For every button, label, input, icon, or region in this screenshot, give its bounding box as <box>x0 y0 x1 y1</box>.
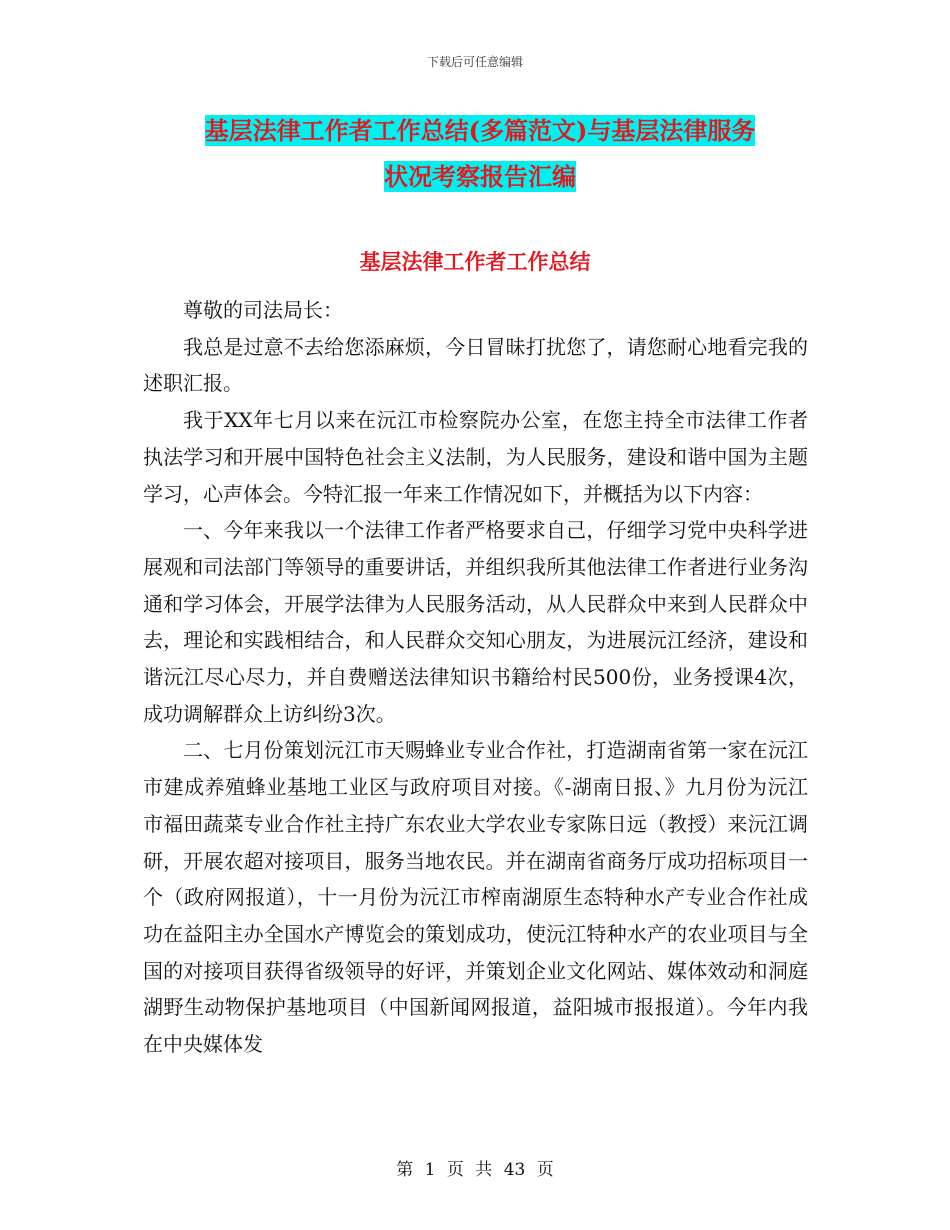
body-text <box>143 292 808 1063</box>
paragraph-salutation: 尊敬的司法局长： <box>183 298 343 322</box>
paragraph: 我于XX年七月以来在沅江市检察院办公室，在您主持全市法律工作者执法学习和开展中国特色社会主义法制，为人民服务，建设和谐中国为主题学习，心声体会。今特汇报一年来工作情况如下，并概括为以下内容： <box>143 408 808 506</box>
title-line-1: 基层法律工作者工作总结(多篇范文)与基层法律服务 <box>204 116 756 145</box>
paragraph: 二、七月份策划沅江市天赐蜂业专业合作社，打造湖南省第一家在沅江市建成养殖蜂业基地工业区与政府项目对接。《-湖南日报、》九月份为沅江市福田蔬菜专业合作社主持广东农业大学农业专家陈日远（教授）来沅江调研，开展农超对接项目，服务当地农民。并在湖南省商务厅成功招标项目一个（政府网报道），十一月份为沅江市榨南湖原生态特种水产专业合作社成功在益阳主办全国水产博览会的策划成功，使沅江特种水产的农业项目与全国的对接项目获得省级领导的好评，并策划企业文化网站、媒体效动和洞庭湖野生动物保护基地项目（中国新闻网报道，益阳城市报报道）。今年内我在中央媒体发 <box>143 738 808 1057</box>
paragraph: 一、今年来我以一个法律工作者严格要求自己，仔细学习党中央科学进展观和司法部门等领导的重要讲话，并组织我所其他法律工作者进行业务沟通和学习体会，开展学法律为人民服务活动，从人民群众中来到人民群众中去，理论和实践相结合，和人民群众交知心朋友，为进展沅江经济，建设和谐沅江尽心尽力，并自费赠送法律知识书籍给村民500份，业务授课4次，成功调解群众上访纠纷3次。 <box>143 518 808 726</box>
header-note: 下载后可任意编辑 <box>426 55 523 69</box>
paragraph: 我总是过意不去给您添麻烦，今日冒昧打扰您了，请您耐心地看完我的述职汇报。 <box>143 334 808 396</box>
section-title: 基层法律工作者工作总结 <box>359 249 591 274</box>
document-title <box>140 108 820 200</box>
title-line-2: 状况考察报告汇编 <box>384 162 576 191</box>
page-footer: 第 1 页 共 43 页 <box>396 1160 554 1180</box>
